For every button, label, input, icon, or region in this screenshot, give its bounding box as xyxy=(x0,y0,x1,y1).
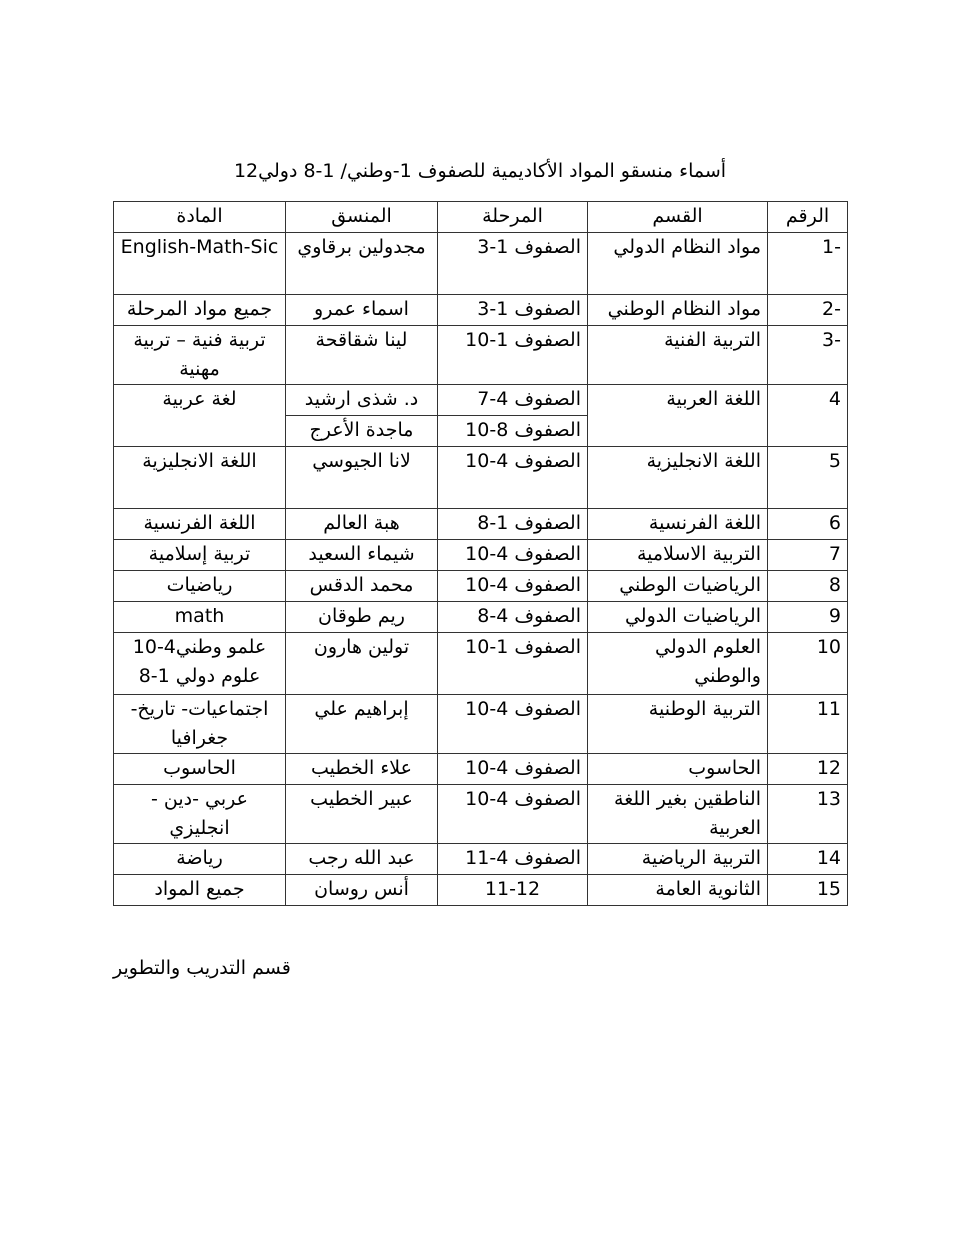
header-department: القسم xyxy=(588,202,768,233)
row-stage: الصفوف 4-10 xyxy=(438,540,588,571)
row-number: 7 xyxy=(768,540,848,571)
row-subject: جميع مواد المرحلة xyxy=(114,295,286,326)
row-coordinator: تولين هارون xyxy=(286,633,438,695)
row-number: 14 xyxy=(768,844,848,875)
row-department: الرياضيات الوطني xyxy=(588,571,768,602)
document-title: أسماء منسقو المواد الأكاديمية للصفوف 1-وطني/ 1-8 دولي12 xyxy=(233,160,727,182)
row-department: التربية الاسلامية xyxy=(588,540,768,571)
table-row xyxy=(114,540,848,571)
row-stage: 11-12 xyxy=(438,875,588,906)
row-subject: علمو وطني4-10 علوم دولي 1-8 xyxy=(114,633,286,695)
header-number: الرقم xyxy=(768,202,848,233)
row-coordinator: لانا الجيوسي xyxy=(286,447,438,509)
row-department: التربية الرياضية xyxy=(588,844,768,875)
row-coordinator: ماجدة الأعرج xyxy=(286,416,438,447)
row-subject: math xyxy=(114,602,286,633)
row-stage: الصفوف 1-3 xyxy=(438,233,588,295)
row-department: مواد النظام الوطني xyxy=(588,295,768,326)
row-subject: عربي -دين - انجليزي xyxy=(114,785,286,844)
table-row xyxy=(114,509,848,540)
row-number: 8 xyxy=(768,571,848,602)
table-row xyxy=(114,447,848,509)
row-coordinator: لينا شقاقحة xyxy=(286,326,438,385)
row-number: 11 xyxy=(768,695,848,754)
row-number: 12 xyxy=(768,754,848,785)
row-subject: English-Math-Sic xyxy=(114,233,286,295)
row-coordinator: ريم طوقان xyxy=(286,602,438,633)
row-department: الثانوية العامة xyxy=(588,875,768,906)
row-coordinator: إبراهيم علي xyxy=(286,695,438,754)
row-department: اللغة العربية xyxy=(588,385,768,447)
row-subject: الحاسوب xyxy=(114,754,286,785)
table-row xyxy=(114,875,848,906)
table-row xyxy=(114,785,848,844)
table-row xyxy=(114,233,848,295)
row-stage: الصفوف 1-3 xyxy=(438,295,588,326)
row-subject: جميع المواد xyxy=(114,875,286,906)
row-department: التربية الفنية xyxy=(588,326,768,385)
row-stage: الصفوف 4-10 xyxy=(438,754,588,785)
table-row xyxy=(114,602,848,633)
row-stage: الصفوف 4-10 xyxy=(438,695,588,754)
row-department: مواد النظام الدولي xyxy=(588,233,768,295)
row-subject: رياضيات xyxy=(114,571,286,602)
row-number: -2 xyxy=(768,295,848,326)
header-coordinator: المنسق xyxy=(286,202,438,233)
row-subject: اللغة الفرنسية xyxy=(114,509,286,540)
row-number: 6 xyxy=(768,509,848,540)
row-coordinator: أنس روسان xyxy=(286,875,438,906)
row-stage: الصفوف 1-8 xyxy=(438,509,588,540)
row-number: 15 xyxy=(768,875,848,906)
table-row xyxy=(114,571,848,602)
table-row xyxy=(114,326,848,385)
row-coordinator: علاء الخطيب xyxy=(286,754,438,785)
table-row xyxy=(114,385,848,416)
row-stage: الصفوف 4-10 xyxy=(438,571,588,602)
row-stage: الصفوف 4-11 xyxy=(438,844,588,875)
header-subject: المادة xyxy=(114,202,286,233)
row-subject: رياضة xyxy=(114,844,286,875)
row-coordinator: شيماء السعيد xyxy=(286,540,438,571)
row-department: العلوم الدولي والوطني xyxy=(588,633,768,695)
table-row xyxy=(114,695,848,754)
row-number: 13 xyxy=(768,785,848,844)
row-subject: اللغة الانجليزية xyxy=(114,447,286,509)
row-stage: الصفوف 8-10 xyxy=(438,416,588,447)
row-coordinator: هبة العالم xyxy=(286,509,438,540)
row-coordinator: اسماء عمرو xyxy=(286,295,438,326)
row-coordinator: مجدولين برقاوي xyxy=(286,233,438,295)
row-stage: الصفوف 4-10 xyxy=(438,785,588,844)
row-department: الناطقين بغير اللغة العربية xyxy=(588,785,768,844)
header-stage: المرحلة xyxy=(438,202,588,233)
row-subject: اجتماعيات- تاريخ- جغرافيا xyxy=(114,695,286,754)
row-stage: الصفوف 4-7 xyxy=(438,385,588,416)
row-number: -3 xyxy=(768,326,848,385)
footer-department: قسم التدريب والتطوير xyxy=(113,957,291,979)
row-coordinator: محمد الدقس xyxy=(286,571,438,602)
row-subject: تربية إسلامية xyxy=(114,540,286,571)
row-coordinator: د. شذى ارشيد xyxy=(286,385,438,416)
row-stage: الصفوف 4-10 xyxy=(438,447,588,509)
row-number: 10 xyxy=(768,633,848,695)
row-stage: الصفوف 1-10 xyxy=(438,326,588,385)
table-row xyxy=(114,754,848,785)
table-header-row xyxy=(114,202,848,233)
table-row xyxy=(114,295,848,326)
row-department: التربية الوطنية xyxy=(588,695,768,754)
row-number: 5 xyxy=(768,447,848,509)
row-department: الرياضيات الدولي xyxy=(588,602,768,633)
row-number: 4 xyxy=(768,385,848,447)
row-subject: لغة عربية xyxy=(114,385,286,447)
row-number: 9 xyxy=(768,602,848,633)
row-department: اللغة الفرنسية xyxy=(588,509,768,540)
row-number: -1 xyxy=(768,233,848,295)
row-subject: تربية فنية – تربية مهنية xyxy=(114,326,286,385)
row-stage: الصفوف 1-10 xyxy=(438,633,588,695)
table-row xyxy=(114,633,848,695)
row-department: اللغة الانجليزية xyxy=(588,447,768,509)
row-coordinator: عبد الله رجب xyxy=(286,844,438,875)
coordinators-table xyxy=(113,201,848,906)
table-row xyxy=(114,844,848,875)
row-coordinator: عبير الخطيب xyxy=(286,785,438,844)
row-stage: الصفوف 4-8 xyxy=(438,602,588,633)
row-department: الحاسوب xyxy=(588,754,768,785)
